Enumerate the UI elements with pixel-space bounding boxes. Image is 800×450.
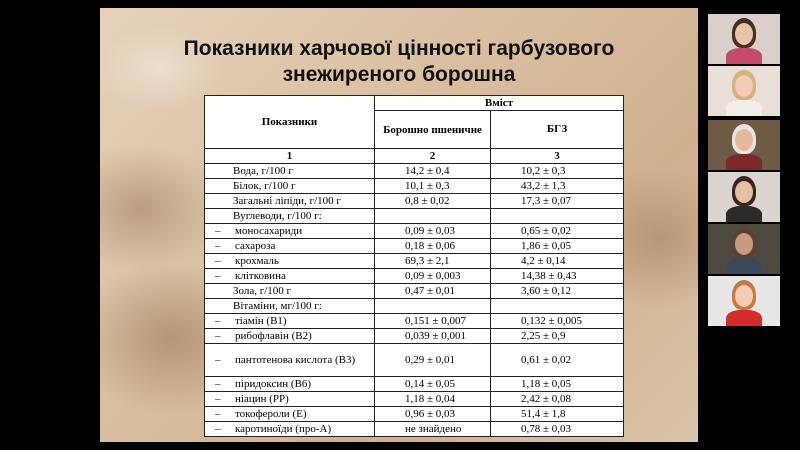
header-content: Вміст	[375, 96, 624, 111]
row-label: пантотенова кислота (В3)	[235, 354, 356, 366]
row-label: ніацин (РР)	[235, 392, 289, 405]
row-indicator	[205, 239, 375, 254]
row-value-wheat: 0,039 ± 0,001	[375, 329, 491, 344]
row-label: клітковина	[235, 269, 286, 282]
row-label: Загальні ліпіди, г/100 г	[233, 194, 341, 207]
row-indicator	[205, 407, 375, 422]
row-indicator	[205, 269, 375, 284]
row-dash: –	[215, 392, 221, 405]
table-row	[205, 422, 624, 437]
row-indicator	[205, 314, 375, 329]
row-label: тіамін (В1)	[235, 314, 287, 327]
participant-face	[735, 233, 753, 255]
row-value-bgz: 0,65 ± 0,02	[491, 224, 624, 239]
participants-panel	[706, 0, 800, 450]
row-value-bgz: 0,61 ± 0,02	[491, 344, 624, 377]
row-value-wheat: 0,47 ± 0,01	[375, 284, 491, 299]
participant-face	[735, 23, 753, 45]
slide-title-line-2: знежиреного борошна	[282, 63, 516, 86]
participant-body	[726, 48, 762, 64]
row-indicator	[205, 284, 375, 299]
participant-body	[726, 154, 762, 170]
table-row	[205, 224, 624, 239]
row-dash: –	[215, 354, 221, 366]
header-bgz: БГЗ	[491, 111, 624, 149]
row-value-wheat: 14,2 ± 0,4	[375, 164, 491, 179]
row-value-wheat: 0,151 ± 0,007	[375, 314, 491, 329]
row-indicator	[205, 299, 375, 314]
row-value-bgz: 51,4 ± 1,8	[491, 407, 624, 422]
row-value-wheat	[375, 299, 491, 314]
table-row	[205, 164, 624, 179]
row-value-bgz	[491, 299, 624, 314]
slide-title	[100, 36, 698, 88]
participant-face	[735, 129, 753, 151]
participant-video-tile[interactable]	[708, 14, 780, 64]
column-number-1: 1	[205, 149, 375, 164]
row-value-bgz: 17,3 ± 0,07	[491, 194, 624, 209]
table-row	[205, 269, 624, 284]
row-label: Зола, г/100 г	[233, 284, 292, 297]
participant-video-tile[interactable]	[708, 66, 780, 116]
slide-title-line-1: Показники харчової цінності гарбузового	[183, 37, 615, 60]
row-dash: –	[215, 422, 221, 435]
row-dash: –	[215, 254, 221, 267]
row-value-bgz: 4,2 ± 0,14	[491, 254, 624, 269]
row-dash: –	[215, 407, 221, 420]
row-label: Вуглеводи, г/100 г:	[233, 209, 322, 222]
table-row	[205, 209, 624, 224]
table-row	[205, 377, 624, 392]
table-row	[205, 239, 624, 254]
row-value-wheat: 0,8 ± 0,02	[375, 194, 491, 209]
shared-presentation-slide	[100, 8, 698, 442]
participant-video-tile[interactable]	[708, 276, 780, 326]
table-row	[205, 329, 624, 344]
row-value-wheat: 0,14 ± 0,05	[375, 377, 491, 392]
participant-video-tile[interactable]	[708, 120, 780, 170]
row-indicator	[205, 179, 375, 194]
header-indicators: Показники	[205, 96, 375, 149]
table-number-row	[205, 149, 624, 164]
header-wheat-flour: Борошно пшеничне	[375, 111, 491, 149]
row-label: рибофлавін (В2)	[235, 329, 312, 342]
table-row	[205, 392, 624, 407]
table-row	[205, 299, 624, 314]
row-indicator	[205, 224, 375, 239]
row-label: сахароза	[235, 239, 276, 252]
row-value-wheat: 0,09 ± 0,03	[375, 224, 491, 239]
row-value-wheat: 10,1 ± 0,3	[375, 179, 491, 194]
row-indicator	[205, 194, 375, 209]
table-row	[205, 344, 624, 377]
participant-body	[726, 258, 762, 274]
row-value-wheat: 69,3 ± 2,1	[375, 254, 491, 269]
row-value-wheat: 0,09 ± 0,003	[375, 269, 491, 284]
row-dash: –	[215, 329, 221, 342]
row-label: Вода, г/100 г	[233, 164, 293, 177]
participant-face	[735, 181, 753, 203]
row-value-bgz	[491, 209, 624, 224]
table-row	[205, 179, 624, 194]
row-dash: –	[215, 224, 221, 237]
row-value-bgz: 1,18 ± 0,05	[491, 377, 624, 392]
row-indicator	[205, 164, 375, 179]
participant-video-tile[interactable]	[708, 224, 780, 274]
row-value-bgz: 14,38 ± 0,43	[491, 269, 624, 284]
row-label: каротиноїди (про-А)	[235, 422, 332, 435]
table-row	[205, 314, 624, 329]
table-row	[205, 407, 624, 422]
row-dash: –	[215, 239, 221, 252]
row-value-wheat: 0,96 ± 0,03	[375, 407, 491, 422]
row-label: моносахариди	[235, 224, 303, 237]
row-value-wheat: не знайдено	[375, 422, 491, 437]
table-row	[205, 194, 624, 209]
row-value-bgz: 3,60 ± 0,12	[491, 284, 624, 299]
row-indicator	[205, 377, 375, 392]
row-indicator	[205, 422, 375, 437]
participant-face	[735, 75, 753, 97]
row-value-wheat: 1,18 ± 0,04	[375, 392, 491, 407]
participant-body	[726, 100, 762, 116]
row-indicator	[205, 329, 375, 344]
row-value-bgz: 0,78 ± 0,03	[491, 422, 624, 437]
table-header-row	[205, 96, 624, 111]
row-value-bgz: 1,86 ± 0,05	[491, 239, 624, 254]
row-label: піридоксин (В6)	[235, 377, 312, 390]
participant-body	[726, 206, 762, 222]
row-label: крохмаль	[235, 254, 279, 267]
row-value-bgz: 2,25 ± 0,9	[491, 329, 624, 344]
participant-body	[726, 310, 762, 326]
column-number-2: 2	[375, 149, 491, 164]
row-dash: –	[215, 377, 221, 390]
participant-face	[735, 285, 753, 307]
row-label: Вітаміни, мг/100 г:	[233, 299, 322, 312]
column-number-3: 3	[491, 149, 624, 164]
row-label: Білок, г/100 г	[233, 179, 296, 192]
row-indicator	[205, 209, 375, 224]
row-indicator	[205, 254, 375, 269]
row-value-bgz: 43,2 ± 1,3	[491, 179, 624, 194]
row-value-wheat	[375, 209, 491, 224]
participant-video-tile[interactable]	[708, 172, 780, 222]
nutrition-table	[204, 95, 624, 437]
row-dash: –	[215, 314, 221, 327]
row-label: токофероли (Е)	[235, 407, 307, 420]
row-dash: –	[215, 269, 221, 282]
row-value-wheat: 0,29 ± 0,01	[375, 344, 491, 377]
table-row	[205, 284, 624, 299]
row-indicator	[205, 344, 375, 377]
row-value-bgz: 10,2 ± 0,3	[491, 164, 624, 179]
row-value-wheat: 0,18 ± 0,06	[375, 239, 491, 254]
table-row	[205, 254, 624, 269]
row-indicator	[205, 392, 375, 407]
row-value-bgz: 0,132 ± 0,005	[491, 314, 624, 329]
row-value-bgz: 2,42 ± 0,08	[491, 392, 624, 407]
